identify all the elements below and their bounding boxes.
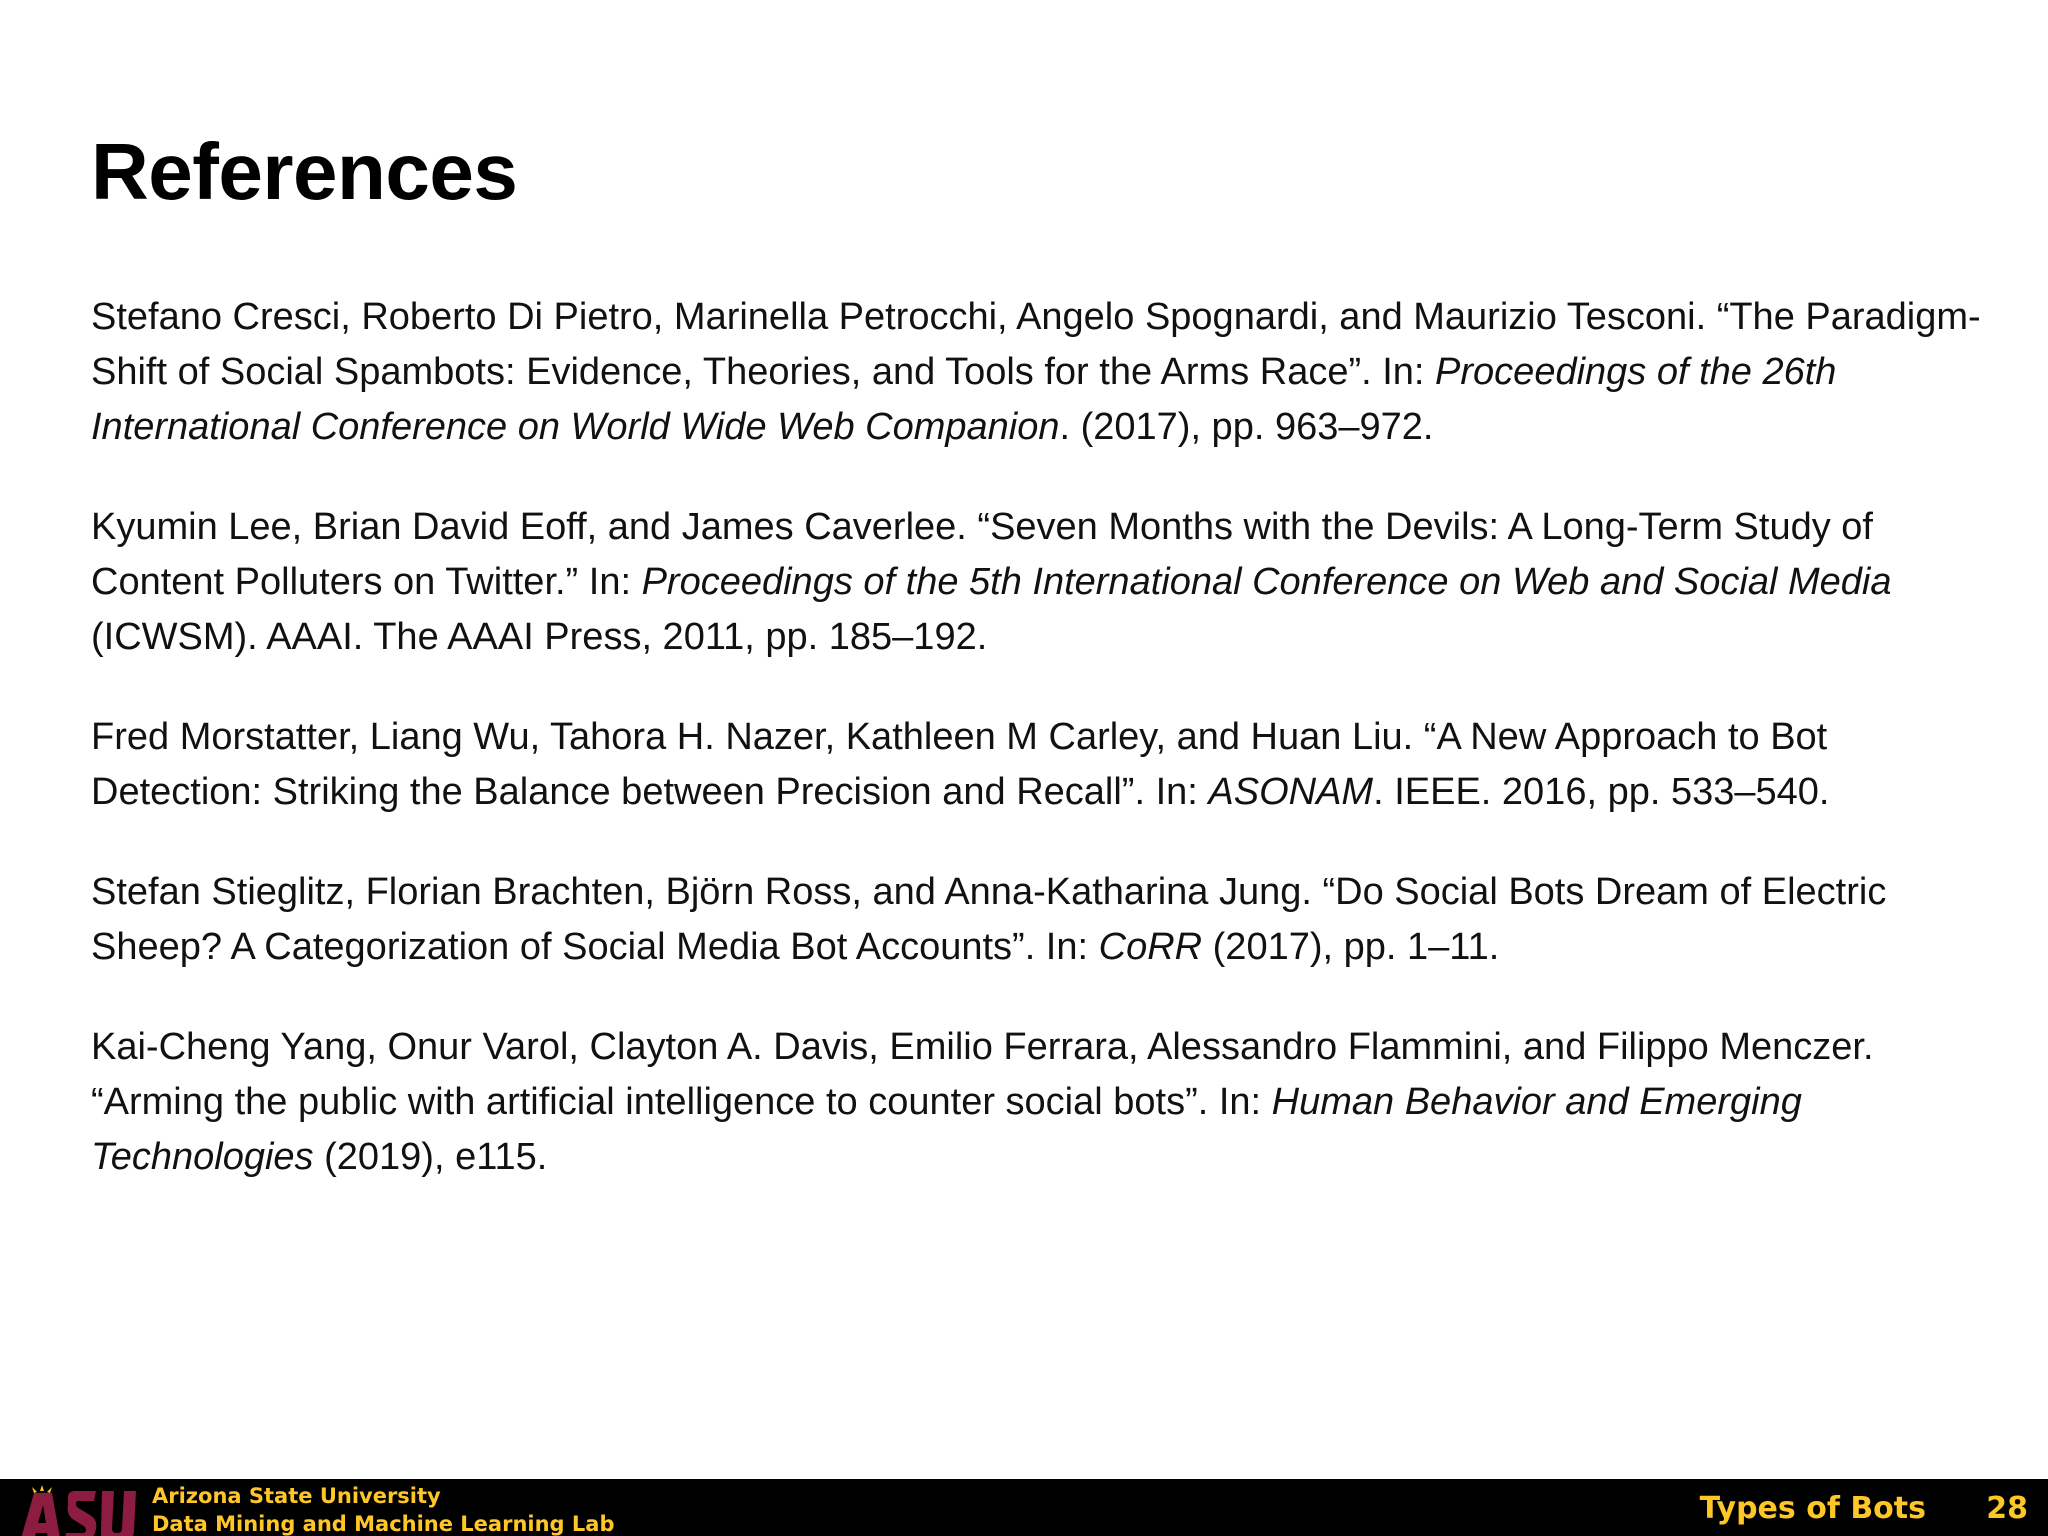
asu-logo-icon	[18, 1485, 136, 1536]
reference-authors-title: Kyumin Lee, Brian David Eoff, and James Caverlee. “Seven Months with the Devils: A Long-Term Study of Content Polluters on Twitter.” In:	[91, 506, 1873, 603]
reference-venue: CoRR	[1098, 926, 1203, 968]
reference-details: (ICWSM). AAAI. The AAAI Press, 2011, pp. 185–192.	[91, 616, 988, 658]
reference-details: . IEEE. 2016, pp. 533–540.	[1373, 771, 1830, 813]
reference-item	[91, 290, 1991, 455]
reference-authors-title: Stefano Cresci, Roberto Di Pietro, Marinella Petrocchi, Angelo Spognardi, and Maurizio Tesconi. “The Paradigm-Shift of Social Spambots: Evidence, Theories, and Tools for the Arms Race”. In:	[91, 296, 1981, 393]
organization-name: Arizona State University	[152, 1484, 441, 1508]
reference-authors-title: Kai-Cheng Yang, Onur Varol, Clayton A. Davis, Emilio Ferrara, Alessandro Flammini, and Filippo Menczer. “Arming the public with artificial intelligence to counter social bots”. In:	[91, 1026, 1874, 1123]
section-name: Types of Bots	[1699, 1491, 1926, 1526]
reference-authors-title: Fred Morstatter, Liang Wu, Tahora H. Nazer, Kathleen M Carley, and Huan Liu. “A New Approach to Bot Detection: Striking the Balance between Precision and Recall”. In:	[91, 716, 1828, 813]
reference-venue: Human Behavior and Emerging Technologies	[91, 1081, 1802, 1178]
reference-item	[91, 500, 1991, 665]
slide-title: References	[91, 127, 518, 216]
reference-item	[91, 865, 1991, 975]
reference-details: (2019), e115.	[313, 1136, 548, 1178]
reference-item	[91, 1020, 1991, 1185]
reference-venue: Proceedings of the 26th International Conference on World Wide Web Companion	[91, 351, 1837, 448]
reference-item	[91, 710, 1991, 820]
reference-venue: ASONAM	[1208, 771, 1374, 813]
reference-venue: Proceedings of the 5th International Conference on Web and Social Media	[641, 561, 1892, 603]
page-number: 28	[1986, 1491, 2028, 1526]
reference-details: (2017), pp. 1–11.	[1202, 926, 1500, 968]
reference-details: . (2017), pp. 963–972.	[1059, 406, 1434, 448]
lab-name: Data Mining and Machine Learning Lab	[152, 1512, 615, 1536]
footer-bar	[0, 1479, 2048, 1536]
reference-authors-title: Stefan Stieglitz, Florian Brachten, Björn Ross, and Anna-Katharina Jung. “Do Social Bots Dream of Electric Sheep? A Categorization of Social Media Bot Accounts”. In:	[91, 871, 1887, 968]
